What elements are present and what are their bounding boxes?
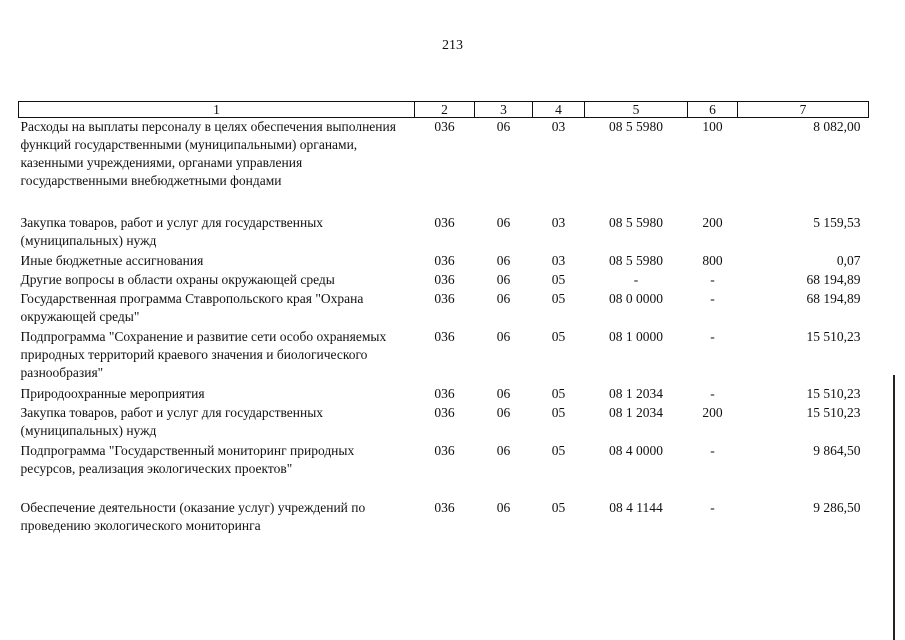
row-name: Расходы на выплаты персоналу в целях обеспечения выполнения функций государственными (муниципальными) органами, казенными учреждениями, органами управления государственными внебюджетными фондами bbox=[20, 119, 396, 188]
row-code-2: 036 bbox=[434, 119, 455, 134]
row-code-2: 036 bbox=[434, 328, 455, 344]
row-code-5: 08 5 5980 bbox=[609, 252, 663, 268]
row-name: Закупка товаров, работ и услуг для государственных (муниципальных) нужд bbox=[20, 214, 324, 248]
table-row bbox=[19, 214, 869, 252]
row-code-3: 06 bbox=[496, 499, 511, 515]
row-code-5: 08 4 1144 bbox=[609, 499, 663, 515]
row-name: Иные бюджетные ассигнования bbox=[20, 252, 204, 268]
row-amount: 15 510,23 bbox=[806, 404, 861, 420]
row-amount: 15 510,23 bbox=[806, 328, 861, 344]
row-code-3: 06 bbox=[496, 385, 511, 401]
row-code-6: - bbox=[710, 328, 715, 344]
row-amount: 8 082,00 bbox=[813, 119, 861, 134]
row-name: Другие вопросы в области охраны окружающей среды bbox=[20, 271, 335, 287]
row-code-2: 036 bbox=[434, 404, 455, 420]
row-name: Государственная программа Ставропольского края "Охрана окружающей среды" bbox=[20, 290, 364, 324]
column-header-3: 3 bbox=[475, 102, 533, 118]
row-code-4: 05 bbox=[551, 290, 566, 306]
row-code-4: 03 bbox=[551, 119, 566, 134]
row-code-6: - bbox=[710, 271, 715, 287]
row-amount: 68 194,89 bbox=[806, 271, 861, 287]
row-code-2: 036 bbox=[434, 271, 455, 287]
row-code-2: 036 bbox=[434, 385, 455, 401]
row-code-6: 800 bbox=[702, 252, 723, 268]
scan-edge-line bbox=[893, 375, 895, 640]
table-row bbox=[19, 252, 869, 271]
row-name: Обеспечение деятельности (оказание услуг) учреждений по проведению экологического мониторинга bbox=[20, 499, 366, 533]
row-code-5: 08 4 0000 bbox=[609, 442, 663, 458]
table-header-row bbox=[19, 102, 869, 118]
row-code-5: - bbox=[633, 271, 639, 287]
row-code-4: 05 bbox=[551, 499, 566, 515]
row-code-6: 200 bbox=[702, 404, 723, 420]
table-row bbox=[19, 290, 869, 328]
row-code-4: 03 bbox=[551, 252, 566, 268]
table-row bbox=[19, 499, 869, 539]
table-row bbox=[19, 271, 869, 290]
row-code-6: - bbox=[710, 499, 715, 515]
row-code-3: 06 bbox=[496, 214, 511, 230]
row-name: Закупка товаров, работ и услуг для государственных (муниципальных) нужд bbox=[20, 404, 324, 438]
column-header-5: 5 bbox=[585, 102, 688, 118]
row-amount: 9 864,50 bbox=[813, 442, 861, 458]
row-code-3: 06 bbox=[496, 271, 511, 287]
row-code-5: 08 0 0000 bbox=[609, 290, 663, 306]
row-code-3: 06 bbox=[496, 252, 511, 268]
row-code-6: - bbox=[710, 290, 715, 306]
column-header-7: 7 bbox=[738, 102, 869, 118]
column-header-1: 1 bbox=[19, 102, 415, 118]
row-code-4: 05 bbox=[551, 385, 566, 401]
row-code-5: 08 1 2034 bbox=[609, 404, 663, 420]
row-name: Подпрограмма "Государственный мониторинг природных ресурсов, реализация экологических проектов" bbox=[20, 442, 355, 476]
row-code-6: 200 bbox=[702, 214, 723, 230]
row-amount: 5 159,53 bbox=[813, 214, 861, 230]
row-amount: 15 510,23 bbox=[806, 385, 861, 401]
row-code-3: 06 bbox=[496, 404, 511, 420]
row-code-4: 05 bbox=[551, 271, 566, 287]
row-code-3: 06 bbox=[496, 290, 511, 306]
row-code-4: 03 bbox=[551, 214, 566, 230]
column-header-2: 2 bbox=[415, 102, 475, 118]
row-code-3: 06 bbox=[496, 442, 511, 458]
row-name: Подпрограмма "Сохранение и развитие сети особо охраняемых природных территорий краевого значения и биологического разнообразия" bbox=[20, 328, 387, 380]
row-code-2: 036 bbox=[434, 214, 455, 230]
row-name: Природоохранные мероприятия bbox=[20, 385, 205, 401]
row-code-6: 100 bbox=[702, 119, 723, 134]
row-code-6: - bbox=[710, 442, 715, 458]
table-row bbox=[19, 385, 869, 404]
row-code-2: 036 bbox=[434, 290, 455, 306]
row-amount: 68 194,89 bbox=[806, 290, 861, 306]
table-row bbox=[19, 442, 869, 499]
row-code-3: 06 bbox=[496, 328, 511, 344]
page-number: 213 bbox=[442, 38, 463, 53]
row-code-5: 08 5 5980 bbox=[609, 214, 663, 230]
row-code-5: 08 5 5980 bbox=[609, 119, 663, 134]
row-code-4: 05 bbox=[551, 442, 566, 458]
row-code-3: 06 bbox=[496, 119, 511, 134]
row-code-5: 08 1 0000 bbox=[609, 328, 663, 344]
table-row bbox=[19, 118, 869, 214]
row-amount: 0,07 bbox=[836, 252, 861, 268]
row-code-2: 036 bbox=[434, 442, 455, 458]
table-row bbox=[19, 328, 869, 385]
row-code-4: 05 bbox=[551, 328, 566, 344]
row-code-2: 036 bbox=[434, 252, 455, 268]
column-header-6: 6 bbox=[688, 102, 738, 118]
row-code-6: - bbox=[710, 385, 715, 401]
row-code-2: 036 bbox=[434, 499, 455, 515]
column-header-4: 4 bbox=[533, 102, 585, 118]
row-amount: 9 286,50 bbox=[813, 499, 861, 515]
table-row bbox=[19, 404, 869, 442]
row-code-5: 08 1 2034 bbox=[609, 385, 663, 401]
row-code-4: 05 bbox=[551, 404, 566, 420]
budget-table bbox=[18, 101, 869, 539]
